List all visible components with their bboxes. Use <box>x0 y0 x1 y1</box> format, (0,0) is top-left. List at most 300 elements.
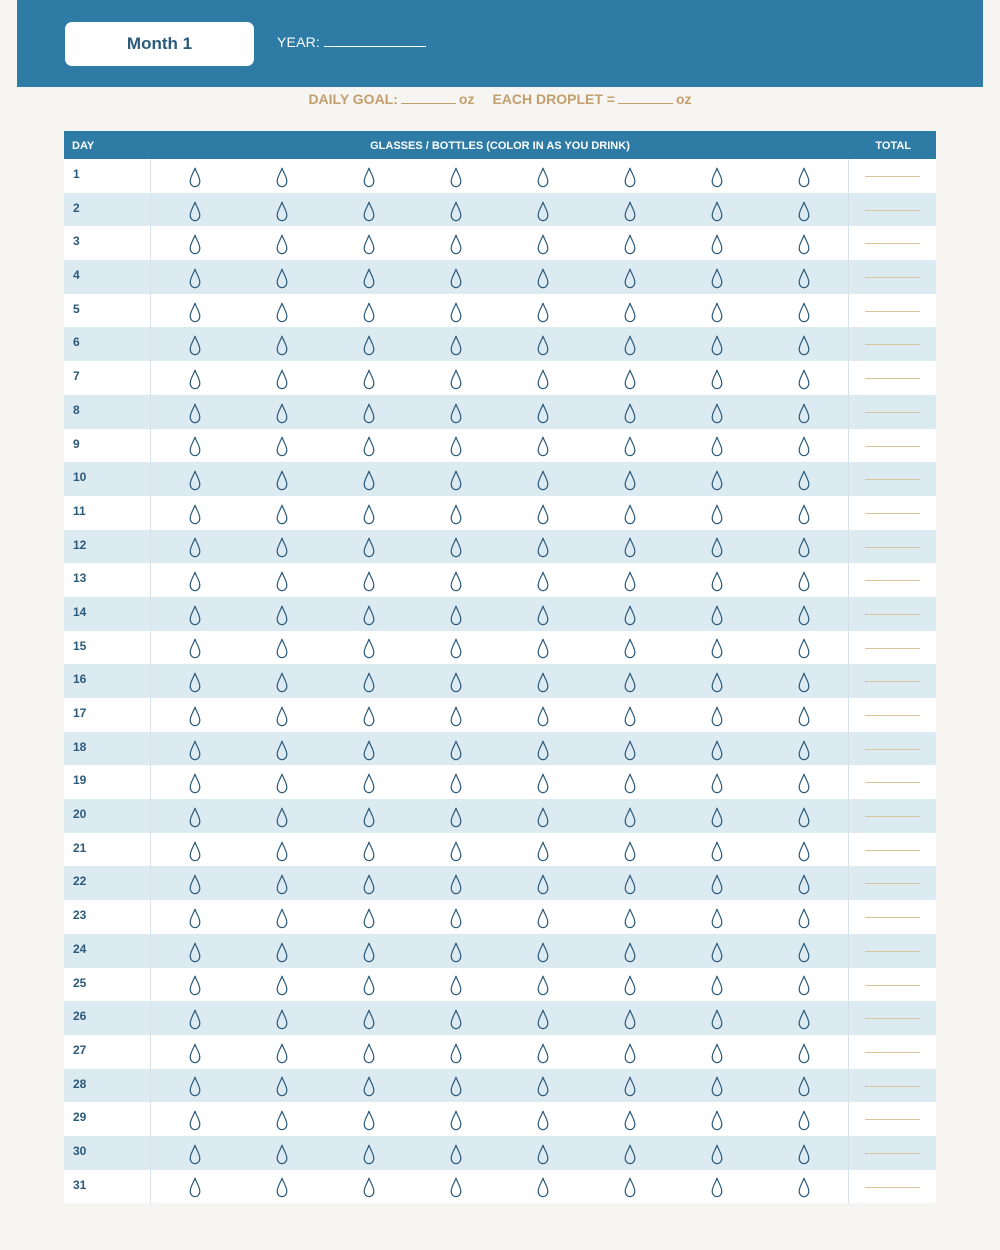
droplet-icon[interactable] <box>761 327 848 361</box>
droplet-icon[interactable] <box>500 327 587 361</box>
droplet-icon[interactable] <box>325 1136 412 1170</box>
droplet-icon[interactable] <box>151 664 238 698</box>
droplet-icon[interactable] <box>325 631 412 665</box>
droplet-icon[interactable] <box>500 496 587 530</box>
droplet-icon[interactable] <box>412 395 499 429</box>
droplet-icon[interactable] <box>587 698 674 732</box>
droplet-icon[interactable] <box>151 833 238 867</box>
droplet-icon[interactable] <box>674 1136 761 1170</box>
droplet-icon[interactable] <box>500 968 587 1002</box>
droplet-icon[interactable] <box>412 496 499 530</box>
droplet-icon[interactable] <box>587 1069 674 1103</box>
droplet-icon[interactable] <box>500 900 587 934</box>
droplet-group <box>151 1170 848 1204</box>
total-cell[interactable] <box>848 900 936 934</box>
droplet-icon[interactable] <box>674 833 761 867</box>
droplet-icon[interactable] <box>325 597 412 631</box>
droplet-icon[interactable] <box>761 429 848 463</box>
droplet-icon[interactable] <box>587 563 674 597</box>
droplet-icon[interactable] <box>587 1170 674 1204</box>
droplet-icon[interactable] <box>761 833 848 867</box>
droplet-icon[interactable] <box>761 1102 848 1136</box>
droplet-icon[interactable] <box>500 530 587 564</box>
droplet-icon[interactable] <box>151 866 238 900</box>
total-cell[interactable] <box>848 496 936 530</box>
droplet-icon[interactable] <box>412 934 499 968</box>
droplet-icon[interactable] <box>325 968 412 1002</box>
droplet-icon[interactable] <box>325 1001 412 1035</box>
droplet-icon[interactable] <box>674 159 761 193</box>
droplet-icon[interactable] <box>238 294 325 328</box>
total-blank-line <box>865 782 920 783</box>
day-number: 24 <box>64 934 151 968</box>
day-number: 12 <box>64 530 151 564</box>
total-cell[interactable] <box>848 294 936 328</box>
droplet-icon[interactable] <box>761 664 848 698</box>
droplet-icon[interactable] <box>412 294 499 328</box>
droplet-icon[interactable] <box>761 765 848 799</box>
total-cell[interactable] <box>848 1136 936 1170</box>
droplet-icon[interactable] <box>238 361 325 395</box>
table-row <box>64 496 936 530</box>
droplet-icon[interactable] <box>151 968 238 1002</box>
droplet-icon[interactable] <box>412 1102 499 1136</box>
droplet-icon[interactable] <box>151 631 238 665</box>
droplet-icon[interactable] <box>238 159 325 193</box>
droplet-icon[interactable] <box>674 968 761 1002</box>
table-row <box>64 631 936 665</box>
total-cell[interactable] <box>848 462 936 496</box>
droplet-icon[interactable] <box>238 934 325 968</box>
droplet-icon[interactable] <box>587 631 674 665</box>
droplet-icon[interactable] <box>674 866 761 900</box>
droplet-icon[interactable] <box>412 765 499 799</box>
total-cell[interactable] <box>848 1102 936 1136</box>
droplet-icon[interactable] <box>761 1136 848 1170</box>
droplet-icon[interactable] <box>412 327 499 361</box>
droplet-icon[interactable] <box>500 664 587 698</box>
droplet-icon[interactable] <box>674 765 761 799</box>
droplet-icon[interactable] <box>500 294 587 328</box>
droplet-icon[interactable] <box>500 1170 587 1204</box>
droplet-icon[interactable] <box>761 1001 848 1035</box>
total-cell[interactable] <box>848 799 936 833</box>
total-cell[interactable] <box>848 395 936 429</box>
droplet-icon[interactable] <box>587 664 674 698</box>
droplet-icon[interactable] <box>674 1001 761 1035</box>
droplet-icon[interactable] <box>412 833 499 867</box>
droplet-icon[interactable] <box>674 327 761 361</box>
droplet-icon[interactable] <box>587 496 674 530</box>
droplet-icon[interactable] <box>151 1102 238 1136</box>
droplet-icon[interactable] <box>674 462 761 496</box>
droplet-icon[interactable] <box>674 664 761 698</box>
droplet-icon[interactable] <box>325 530 412 564</box>
total-cell[interactable] <box>848 765 936 799</box>
droplet-icon[interactable] <box>761 1170 848 1204</box>
total-cell[interactable] <box>848 664 936 698</box>
droplet-icon[interactable] <box>587 226 674 260</box>
droplet-icon[interactable] <box>151 226 238 260</box>
droplet-icon[interactable] <box>674 193 761 227</box>
total-cell[interactable] <box>848 833 936 867</box>
droplet-icon[interactable] <box>238 1001 325 1035</box>
droplet-icon[interactable] <box>500 799 587 833</box>
droplet-icon[interactable] <box>587 1035 674 1069</box>
droplet-icon[interactable] <box>238 1170 325 1204</box>
droplet-icon[interactable] <box>412 1069 499 1103</box>
total-cell[interactable] <box>848 866 936 900</box>
droplet-icon[interactable] <box>587 294 674 328</box>
droplet-icon[interactable] <box>151 496 238 530</box>
droplet-icon[interactable] <box>761 934 848 968</box>
droplet-icon[interactable] <box>761 732 848 766</box>
droplet-icon[interactable] <box>761 530 848 564</box>
droplet-icon[interactable] <box>151 765 238 799</box>
droplet-icon[interactable] <box>238 327 325 361</box>
droplet-icon[interactable] <box>325 226 412 260</box>
droplet-icon[interactable] <box>412 1035 499 1069</box>
droplet-icon[interactable] <box>500 462 587 496</box>
droplet-icon[interactable] <box>500 597 587 631</box>
droplet-icon[interactable] <box>325 159 412 193</box>
droplet-icon[interactable] <box>325 900 412 934</box>
droplet-icon[interactable] <box>238 900 325 934</box>
table-row <box>64 1035 936 1069</box>
droplet-icon[interactable] <box>500 631 587 665</box>
total-cell[interactable] <box>848 193 936 227</box>
total-cell[interactable] <box>848 631 936 665</box>
droplet-icon[interactable] <box>761 900 848 934</box>
droplet-icon[interactable] <box>238 1136 325 1170</box>
droplet-icon[interactable] <box>587 833 674 867</box>
droplet-icon[interactable] <box>151 1170 238 1204</box>
droplet-icon[interactable] <box>412 462 499 496</box>
droplet-icon[interactable] <box>325 698 412 732</box>
droplet-icon[interactable] <box>151 530 238 564</box>
droplet-icon[interactable] <box>500 429 587 463</box>
droplet-icon[interactable] <box>500 765 587 799</box>
droplet-icon[interactable] <box>674 260 761 294</box>
total-cell[interactable] <box>848 159 936 193</box>
droplet-icon[interactable] <box>587 597 674 631</box>
droplet-icon[interactable] <box>325 1170 412 1204</box>
droplet-icon[interactable] <box>412 631 499 665</box>
droplet-icon[interactable] <box>500 698 587 732</box>
droplet-icon[interactable] <box>325 429 412 463</box>
droplet-icon[interactable] <box>674 934 761 968</box>
droplet-icon[interactable] <box>238 732 325 766</box>
droplet-icon[interactable] <box>325 833 412 867</box>
droplet-icon[interactable] <box>500 193 587 227</box>
droplet-icon[interactable] <box>412 732 499 766</box>
droplet-icon[interactable] <box>761 361 848 395</box>
total-cell[interactable] <box>848 226 936 260</box>
droplet-icon[interactable] <box>325 260 412 294</box>
droplet-icon[interactable] <box>674 1102 761 1136</box>
header-banner <box>17 0 983 87</box>
droplet-icon[interactable] <box>674 597 761 631</box>
droplet-icon[interactable] <box>587 799 674 833</box>
droplet-icon[interactable] <box>151 327 238 361</box>
total-blank-line <box>865 277 920 278</box>
droplet-icon[interactable] <box>500 866 587 900</box>
droplet-icon[interactable] <box>761 395 848 429</box>
droplet-icon[interactable] <box>500 1102 587 1136</box>
droplet-icon[interactable] <box>151 698 238 732</box>
total-cell[interactable] <box>848 563 936 597</box>
droplet-icon[interactable] <box>325 1102 412 1136</box>
droplet-icon[interactable] <box>674 1035 761 1069</box>
droplet-icon[interactable] <box>674 429 761 463</box>
droplet-icon[interactable] <box>587 866 674 900</box>
droplet-icon[interactable] <box>151 1136 238 1170</box>
droplet-icon[interactable] <box>500 833 587 867</box>
total-cell[interactable] <box>848 429 936 463</box>
droplet-icon[interactable] <box>500 260 587 294</box>
droplet-icon[interactable] <box>761 597 848 631</box>
droplet-icon[interactable] <box>151 260 238 294</box>
droplet-icon[interactable] <box>500 563 587 597</box>
droplet-icon[interactable] <box>238 395 325 429</box>
droplet-icon[interactable] <box>500 732 587 766</box>
droplet-icon[interactable] <box>412 260 499 294</box>
droplet-icon[interactable] <box>674 1170 761 1204</box>
droplet-icon[interactable] <box>587 1102 674 1136</box>
droplet-icon[interactable] <box>412 968 499 1002</box>
droplet-icon[interactable] <box>587 193 674 227</box>
droplet-icon[interactable] <box>151 597 238 631</box>
droplet-icon[interactable] <box>325 361 412 395</box>
droplet-icon[interactable] <box>412 799 499 833</box>
droplet-icon[interactable] <box>500 1069 587 1103</box>
droplet-icon[interactable] <box>412 563 499 597</box>
droplet-icon[interactable] <box>500 159 587 193</box>
droplet-icon[interactable] <box>412 361 499 395</box>
droplet-icon[interactable] <box>151 429 238 463</box>
droplet-icon[interactable] <box>238 833 325 867</box>
droplet-icon[interactable] <box>325 934 412 968</box>
droplet-icon[interactable] <box>238 1035 325 1069</box>
droplet-icon[interactable] <box>412 1136 499 1170</box>
droplet-icon[interactable] <box>587 934 674 968</box>
droplet-icon[interactable] <box>761 698 848 732</box>
droplet-icon[interactable] <box>151 294 238 328</box>
droplet-icon[interactable] <box>761 1035 848 1069</box>
droplet-icon[interactable] <box>151 395 238 429</box>
droplet-icon[interactable] <box>325 193 412 227</box>
droplet-icon[interactable] <box>500 1001 587 1035</box>
total-cell[interactable] <box>848 260 936 294</box>
droplet-group <box>151 395 848 429</box>
droplet-icon[interactable] <box>761 1069 848 1103</box>
droplet-icon[interactable] <box>761 496 848 530</box>
droplet-icon[interactable] <box>412 226 499 260</box>
droplet-icon[interactable] <box>500 934 587 968</box>
droplet-icon[interactable] <box>151 462 238 496</box>
droplet-icon[interactable] <box>761 159 848 193</box>
droplet-icon[interactable] <box>238 530 325 564</box>
droplet-icon[interactable] <box>325 327 412 361</box>
droplet-icon[interactable] <box>761 193 848 227</box>
droplet-icon[interactable] <box>500 226 587 260</box>
droplet-icon[interactable] <box>761 968 848 1002</box>
droplet-icon[interactable] <box>587 530 674 564</box>
droplet-icon[interactable] <box>151 799 238 833</box>
droplet-icon[interactable] <box>587 260 674 294</box>
total-cell[interactable] <box>848 1170 936 1204</box>
total-cell[interactable] <box>848 732 936 766</box>
droplet-group <box>151 1069 848 1103</box>
total-cell[interactable] <box>848 934 936 968</box>
droplet-icon[interactable] <box>325 563 412 597</box>
droplet-icon[interactable] <box>674 1069 761 1103</box>
droplet-icon[interactable] <box>151 361 238 395</box>
droplet-icon[interactable] <box>238 1102 325 1136</box>
droplet-icon[interactable] <box>500 361 587 395</box>
droplet-icon[interactable] <box>761 294 848 328</box>
droplet-icon[interactable] <box>325 294 412 328</box>
year-field[interactable] <box>277 34 426 50</box>
droplet-icon[interactable] <box>587 900 674 934</box>
droplet-icon[interactable] <box>151 193 238 227</box>
droplet-icon[interactable] <box>587 462 674 496</box>
droplet-icon[interactable] <box>674 395 761 429</box>
table-header <box>64 131 936 159</box>
droplet-icon[interactable] <box>674 799 761 833</box>
droplet-icon[interactable] <box>412 698 499 732</box>
droplet-icon[interactable] <box>674 732 761 766</box>
droplet-icon[interactable] <box>151 732 238 766</box>
droplet-icon[interactable] <box>238 698 325 732</box>
droplet-icon[interactable] <box>325 1069 412 1103</box>
droplet-group <box>151 1136 848 1170</box>
droplet-icon[interactable] <box>587 732 674 766</box>
droplet-icon[interactable] <box>151 900 238 934</box>
daily-goal-label: DAILY GOAL: <box>308 91 398 107</box>
droplet-icon[interactable] <box>674 631 761 665</box>
droplet-icon[interactable] <box>238 226 325 260</box>
total-cell[interactable] <box>848 530 936 564</box>
droplet-blank[interactable] <box>618 93 673 104</box>
droplet-icon[interactable] <box>238 563 325 597</box>
droplet-icon[interactable] <box>325 462 412 496</box>
droplet-icon[interactable] <box>674 496 761 530</box>
droplet-icon[interactable] <box>325 765 412 799</box>
droplet-icon[interactable] <box>587 1136 674 1170</box>
droplet-icon[interactable] <box>412 900 499 934</box>
droplet-icon[interactable] <box>238 462 325 496</box>
droplet-icon[interactable] <box>325 496 412 530</box>
droplet-icon[interactable] <box>238 968 325 1002</box>
droplet-icon[interactable] <box>587 327 674 361</box>
droplet-icon[interactable] <box>500 395 587 429</box>
droplet-icon[interactable] <box>238 664 325 698</box>
droplet-icon[interactable] <box>325 1035 412 1069</box>
droplet-icon[interactable] <box>325 395 412 429</box>
droplet-icon[interactable] <box>587 429 674 463</box>
droplet-icon[interactable] <box>238 260 325 294</box>
total-cell[interactable] <box>848 1001 936 1035</box>
droplet-icon[interactable] <box>587 765 674 799</box>
total-blank-line <box>865 344 920 345</box>
droplet-icon[interactable] <box>761 226 848 260</box>
total-cell[interactable] <box>848 1069 936 1103</box>
droplet-icon[interactable] <box>412 193 499 227</box>
droplet-icon[interactable] <box>238 765 325 799</box>
droplet-icon[interactable] <box>412 1170 499 1204</box>
droplet-icon[interactable] <box>238 429 325 463</box>
droplet-icon[interactable] <box>500 1136 587 1170</box>
droplet-icon[interactable] <box>151 934 238 968</box>
droplet-icon[interactable] <box>238 496 325 530</box>
droplet-icon[interactable] <box>674 900 761 934</box>
droplet-icon[interactable] <box>761 866 848 900</box>
droplet-group <box>151 462 848 496</box>
droplet-icon[interactable] <box>412 664 499 698</box>
droplet-icon[interactable] <box>761 799 848 833</box>
droplet-icon[interactable] <box>151 1001 238 1035</box>
droplet-icon[interactable] <box>500 1035 587 1069</box>
droplet-icon[interactable] <box>412 866 499 900</box>
droplet-icon[interactable] <box>674 361 761 395</box>
droplet-icon[interactable] <box>151 1035 238 1069</box>
droplet-icon[interactable] <box>587 361 674 395</box>
droplet-icon[interactable] <box>151 159 238 193</box>
droplet-icon[interactable] <box>325 866 412 900</box>
droplet-icon[interactable] <box>151 1069 238 1103</box>
droplet-icon[interactable] <box>761 631 848 665</box>
droplet-icon[interactable] <box>325 799 412 833</box>
droplet-icon[interactable] <box>761 462 848 496</box>
total-cell[interactable] <box>848 361 936 395</box>
droplet-icon[interactable] <box>674 294 761 328</box>
droplet-icon[interactable] <box>412 1001 499 1035</box>
total-cell[interactable] <box>848 698 936 732</box>
total-cell[interactable] <box>848 1035 936 1069</box>
droplet-icon[interactable] <box>238 866 325 900</box>
droplet-icon[interactable] <box>412 530 499 564</box>
droplet-icon[interactable] <box>674 530 761 564</box>
droplet-icon[interactable] <box>674 698 761 732</box>
droplet-icon[interactable] <box>238 597 325 631</box>
droplet-icon[interactable] <box>761 563 848 597</box>
droplet-icon[interactable] <box>674 226 761 260</box>
daily-goal-blank[interactable] <box>401 93 456 104</box>
year-blank[interactable] <box>324 36 426 47</box>
droplet-icon[interactable] <box>238 1069 325 1103</box>
total-cell[interactable] <box>848 597 936 631</box>
droplet-icon[interactable] <box>238 799 325 833</box>
droplet-icon[interactable] <box>238 193 325 227</box>
droplet-icon[interactable] <box>412 159 499 193</box>
droplet-icon[interactable] <box>587 395 674 429</box>
droplet-icon[interactable] <box>587 968 674 1002</box>
droplet-icon[interactable] <box>587 159 674 193</box>
table-row <box>64 462 936 496</box>
droplet-icon[interactable] <box>761 260 848 294</box>
total-cell[interactable] <box>848 968 936 1002</box>
droplet-icon[interactable] <box>412 429 499 463</box>
droplet-icon[interactable] <box>674 563 761 597</box>
droplet-icon[interactable] <box>325 664 412 698</box>
droplet-icon[interactable] <box>412 597 499 631</box>
droplet-icon[interactable] <box>238 631 325 665</box>
droplet-icon[interactable] <box>325 732 412 766</box>
droplet-icon[interactable] <box>587 1001 674 1035</box>
droplet-icon[interactable] <box>151 563 238 597</box>
total-cell[interactable] <box>848 327 936 361</box>
